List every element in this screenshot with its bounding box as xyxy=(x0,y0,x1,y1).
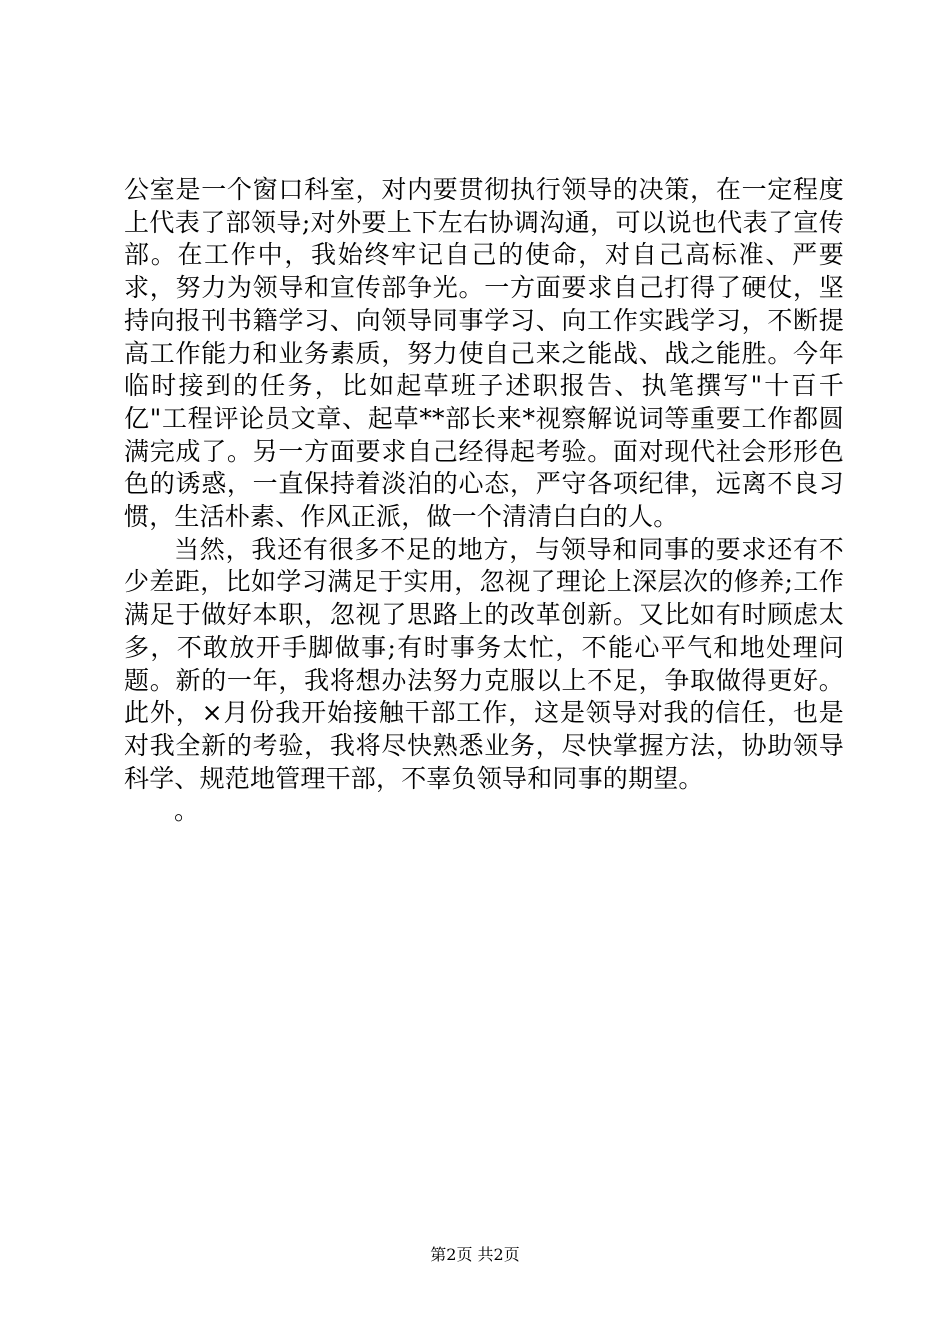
document-body xyxy=(124,174,844,828)
page-footer xyxy=(0,1245,950,1265)
trailing-mark: 。 xyxy=(174,796,200,826)
paragraph-shortcomings: 当然，我还有很多不足的地方，与领导和同事的要求还有不少差距，比如学习满足于实用，忽视了理论上深层次的修养;工作满足于做好本职，忽视了思路上的改革创新。又比如有时顾虑太多，不敢放开手脚做事;有时事务太忙，不能心平气和地处理问题。新的一年，我将想办法努力克服以上不足，争取做得更好。此外，×月份我开始接触干部工作，这是领导对我的信任，也是对我全新的考验，我将尽快熟悉业务，尽快掌握方法，协助领导科学、规范地管理干部，不辜负领导和同事的期望。 xyxy=(124,534,844,793)
paragraph-continued: 公室是一个窗口科室，对内要贯彻执行领导的决策，在一定程度上代表了部领导;对外要上下左右协调沟通，可以说也代表了宣传部。在工作中，我始终牢记自己的使命，对自己高标准、严要求，努力为领导和宣传部争光。一方面要求自己打得了硬仗，坚持向报刊书籍学习、向领导同事学习、向工作实践学习，不断提高工作能力和业务素质，努力使自己来之能战、战之能胜。今年临时接到的任务，比如起草班子述职报告、执笔撰写"十百千亿"工程评论员文章、起草**部长来*视察解说词等重要工作都圆满完成了。另一方面要求自己经得起考验。面对现代社会形形色色的诱惑，一直保持着淡泊的心态，严守各项纪律，远离不良习惯，生活朴素、作风正派，做一个清清白白的人。 xyxy=(124,175,844,532)
page-number-label: 第2页 共2页 xyxy=(430,1245,520,1264)
